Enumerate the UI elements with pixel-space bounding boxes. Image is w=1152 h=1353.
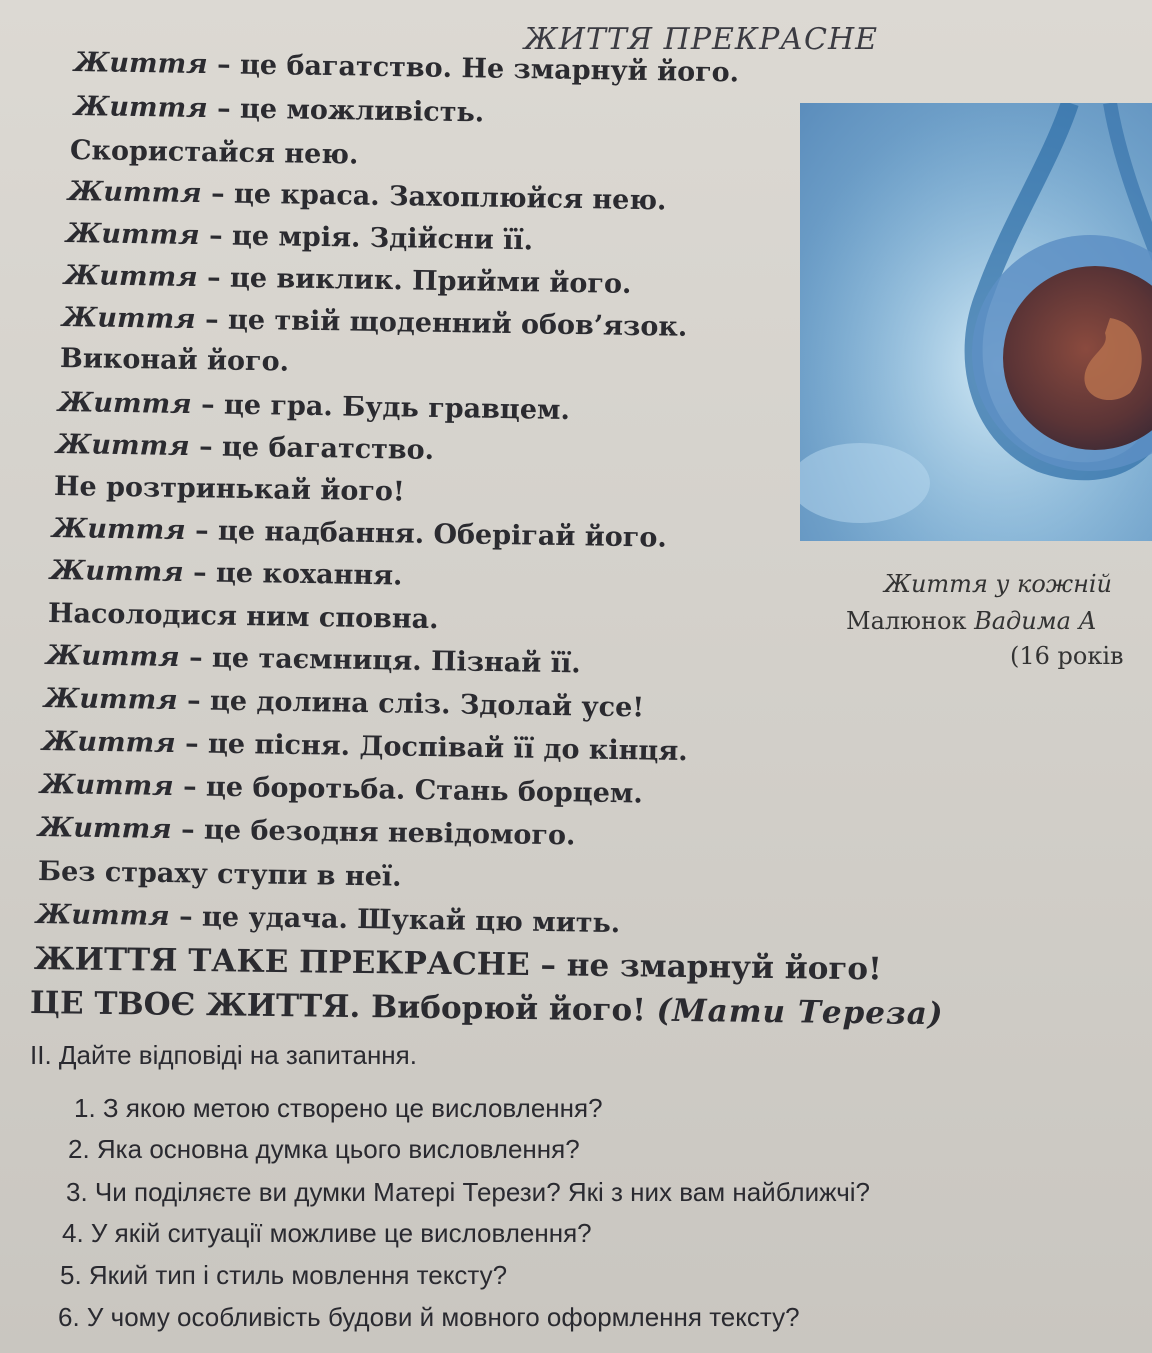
- poem-line: [48, 599, 439, 635]
- question-item: 1. З якою метою створено це висловлення?: [74, 1093, 603, 1123]
- poem-line-keyword: Життя: [57, 387, 192, 421]
- poem-line-keyword: Життя: [37, 812, 172, 846]
- poem-line: [44, 684, 645, 723]
- caption-prefix: Малюнок: [846, 607, 975, 635]
- question-item: 3. Чи поділяєте ви думки Матері Терези? Які з них вам найближчі?: [66, 1177, 871, 1207]
- final-text: . Виборюй його!: [349, 988, 657, 1029]
- poem-line: [56, 430, 435, 466]
- poem-line: [38, 857, 402, 893]
- poem-line: [68, 177, 667, 216]
- poem-line: [46, 641, 581, 679]
- poem-line: [54, 472, 405, 508]
- attribution: (Мати Тереза): [656, 992, 944, 1033]
- poem-line: [64, 261, 632, 300]
- poem-line-keyword: Життя: [45, 640, 180, 674]
- poem-line: [38, 813, 576, 851]
- poem-line-text: – це багатство. Не змарнуй його.: [207, 49, 740, 89]
- final-text: – не змарнуй його!: [529, 947, 882, 988]
- poem-line: [70, 136, 359, 171]
- poem-line-keyword: Життя: [43, 683, 178, 717]
- poem-final-line-2: [30, 986, 944, 1031]
- question-item: 2. Яка основна думка цього висловлення?: [68, 1134, 580, 1164]
- question-item: 4. У якій ситуації можливе це висловлення?: [62, 1218, 592, 1248]
- poem-line-keyword: Життя: [63, 260, 198, 294]
- poem-line-keyword: Життя: [39, 769, 174, 803]
- poem-line-text: Не розтринькай його!: [53, 471, 406, 508]
- poem-line-keyword: Життя: [65, 218, 200, 252]
- poem-line-text: – це безодня невідомого.: [171, 814, 576, 852]
- poem-line-text: – це надбання. Оберігай його.: [185, 515, 668, 554]
- poem-line: [36, 900, 621, 939]
- poem-title: ЖИТТЯ ПРЕКРАСНЕ: [524, 22, 879, 57]
- illustration-caption-author: [846, 607, 1097, 635]
- poem-line-text: – це боротьба. Стань борцем.: [173, 771, 644, 810]
- poem-line-keyword: Життя: [51, 513, 186, 547]
- poem-line-text: – це удача. Шукай цю мить.: [169, 901, 621, 940]
- question-item: 6. У чому особливість будови й мовного оформлення тексту?: [58, 1302, 800, 1332]
- poem-line-text: – це виклик. Прийми його.: [197, 262, 632, 300]
- illustration-image: [800, 103, 1152, 541]
- question-item: 5. Який тип і стиль мовлення тексту?: [60, 1260, 508, 1290]
- poem-line-keyword: Життя: [41, 726, 176, 760]
- poem-line-text: – це долина сліз. Здолай усе!: [177, 685, 645, 724]
- poem-line: [60, 344, 289, 378]
- poem-line-keyword: Життя: [55, 429, 190, 463]
- poem-line-text: – це багатство.: [189, 431, 435, 466]
- caption-author-name: Вадима А: [974, 607, 1097, 635]
- poem-line-text: – це краса. Захоплюйся нею.: [201, 178, 667, 217]
- poem-line-keyword: Життя: [67, 176, 202, 210]
- poem-line: [40, 770, 643, 809]
- poem-line: [50, 556, 403, 592]
- poem-line: [58, 388, 570, 426]
- poem-line: [62, 303, 688, 343]
- poem-line-text: – це мрія. Здійсни її.: [199, 220, 534, 257]
- poem-line-keyword: Життя: [49, 555, 184, 589]
- poem-line-keyword: Життя: [61, 302, 196, 336]
- poem-line-keyword: Життя: [35, 899, 170, 933]
- final-emphasis: ЖИТТЯ ТАКЕ ПРЕКРАСНЕ: [33, 941, 530, 984]
- poem-line-text: Скористайся нею.: [69, 135, 359, 171]
- poem-line: [52, 514, 667, 554]
- poem-line-text: – це пісня. Доспівай її до кінця.: [175, 728, 688, 768]
- poem-line: [42, 727, 688, 767]
- questions-heading: ІІ. Дайте відповіді на запитання.: [30, 1040, 417, 1070]
- poem-line-keyword: Життя: [73, 47, 208, 81]
- life-drop-painting: [800, 103, 1152, 541]
- poem-line-text: – це можливість.: [207, 93, 485, 129]
- poem-line-text: Без страху ступи в неї.: [37, 856, 402, 893]
- poem-line-text: – це кохання.: [183, 557, 403, 592]
- poem-line: [66, 219, 534, 256]
- poem-line-text: – це твій щоденний обов’язок.: [195, 304, 688, 343]
- illustration-caption-title: Життя у кожній: [884, 570, 1113, 598]
- poem-final-line-1: [34, 942, 882, 986]
- final-emphasis: ЦЕ ТВОЄ ЖИТТЯ: [29, 985, 350, 1025]
- poem-line-text: Насолодися ним сповна.: [47, 598, 439, 636]
- poem-line-text: – це таємниця. Пізнай її.: [179, 642, 581, 680]
- poem-line: [74, 92, 485, 128]
- poem-line-text: Виконай його.: [59, 343, 290, 378]
- poem-line-text: – це гра. Будь гравцем.: [191, 389, 571, 427]
- poem-line-keyword: Життя: [73, 91, 208, 125]
- illustration-caption-age: (16 років: [1010, 642, 1124, 670]
